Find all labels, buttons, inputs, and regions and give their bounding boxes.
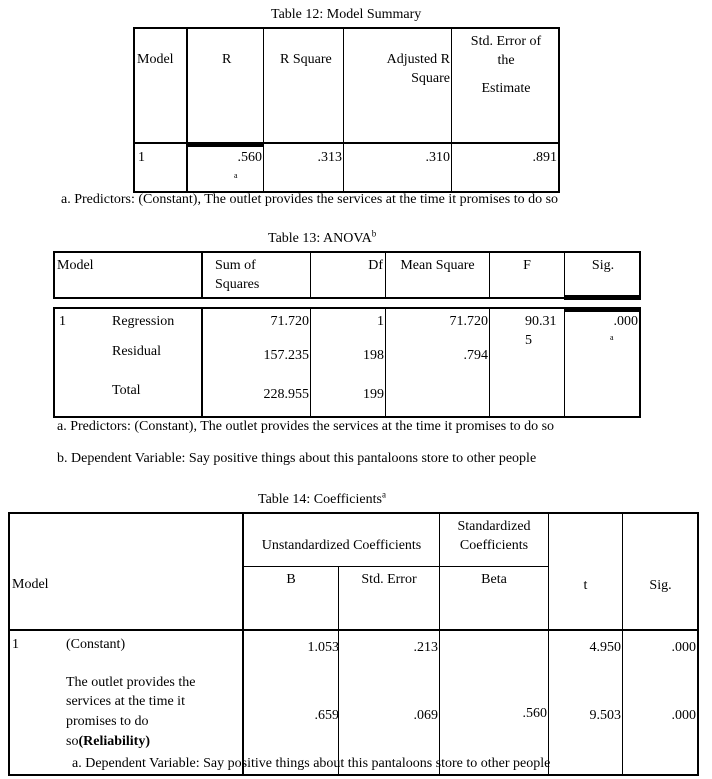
t13-header-sig: Sig.: [591, 258, 615, 273]
t13-footnote-a: a. Predictors: (Constant), The outlet provides the services at the time it promises to do so: [57, 419, 555, 434]
table12-title: Table 12: Model Summary: [271, 7, 422, 22]
t14-predictor-line1: The outlet provides the: [66, 675, 196, 690]
t14-header-model: Model: [12, 577, 49, 592]
t13-ss-total: 228.955: [263, 387, 309, 402]
t12-header-stderr-3: Estimate: [481, 81, 531, 96]
t13-ss-residual: 157.235: [263, 348, 309, 363]
t13-df-residual: 198: [363, 348, 384, 363]
t14-predictor-b: .659: [314, 708, 339, 723]
t12-model-number: 1: [138, 150, 145, 165]
t14-row-label-constant: (Constant): [66, 637, 126, 652]
t14-predictor-stderr: .069: [413, 708, 438, 723]
t12-header-stderr-1: Std. Error of: [470, 34, 542, 49]
t13-row-label-residual: Residual: [112, 344, 161, 359]
t13-df-total: 199: [363, 387, 384, 402]
t14-predictor-sig: .000: [671, 708, 696, 723]
t13-ms-residual: .794: [463, 348, 488, 363]
t14-predictor-line2: services at the time it: [66, 694, 185, 709]
t12-r-value: .560: [237, 150, 262, 165]
t13-header-ss-2: Squares: [215, 277, 260, 292]
t14-header-t: t: [583, 578, 588, 593]
t14-header-beta: Beta: [481, 572, 507, 587]
table14-title: Table 14: Coefficients$^a$: [258, 489, 386, 507]
t12-footnote: a. Predictors: (Constant), The outlet provides the services at the time it promises to do so: [61, 192, 559, 207]
t14-footnote: a. Dependent Variable: Say positive things about this pantaloons store to other people: [72, 756, 551, 771]
t12-header-r: R: [222, 52, 232, 67]
t14-header-sig: Sig.: [649, 578, 672, 593]
t12-adjusted-value: .310: [425, 150, 450, 165]
t13-ms-regression: 71.720: [449, 314, 488, 329]
t14-header-b: B: [286, 572, 296, 587]
t12-header-rsquare: R Square: [280, 52, 332, 67]
t14-constant-t: 4.950: [589, 640, 621, 655]
t13-header-mean-square: Mean Square: [400, 258, 475, 273]
t14-model-number: 1: [12, 637, 19, 652]
t13-model-number: 1: [59, 314, 66, 329]
t14-predictor-line3: promises to do: [66, 714, 149, 729]
t13-f-value-line2: 5: [525, 333, 532, 348]
t13-header-df: Df: [368, 258, 383, 273]
t12-header-stderr-2: the: [497, 53, 515, 68]
t14-predictor-t: 9.503: [589, 708, 621, 723]
t12-stderr-value: .891: [532, 150, 557, 165]
t13-f-value-line1: 90.31: [525, 314, 557, 329]
t13-row-label-regression: Regression: [112, 314, 175, 329]
t12-header-adjusted-1: Adjusted R: [386, 52, 450, 67]
t14-header-unstandardized: Unstandardized Coefficients: [261, 538, 422, 553]
t12-r-footnote-mark: a: [234, 171, 238, 180]
t12-rsquare-value: .313: [317, 150, 342, 165]
t14-constant-b: 1.053: [307, 640, 339, 655]
t14-header-standardized-1: Standardized: [457, 519, 531, 534]
t14-predictor-line4: so(Reliability): [66, 734, 150, 749]
t13-header-ss-1: Sum of: [215, 258, 256, 273]
t14-predictor-beta: .560: [522, 706, 547, 721]
t14-header-standardized-2: Coefficients: [459, 538, 529, 553]
t13-header-f: F: [523, 258, 531, 273]
t14-constant-stderr: .213: [413, 640, 438, 655]
table13-title: Table 13: ANOVA$^b$: [268, 228, 377, 246]
t13-df-regression: 1: [377, 314, 384, 329]
t12-header-adjusted-2: Square: [411, 71, 450, 86]
t12-header-model: Model: [137, 52, 174, 67]
t14-header-stderr: Std. Error: [361, 572, 417, 587]
t13-header-model: Model: [57, 258, 94, 273]
t13-sig-value: .000: [613, 314, 638, 329]
t13-footnote-b: b. Dependent Variable: Say positive things about this pantaloons store to other people: [57, 451, 537, 466]
t14-constant-sig: .000: [671, 640, 696, 655]
t13-row-label-total: Total: [112, 383, 141, 398]
t13-ss-regression: 71.720: [270, 314, 309, 329]
t13-sig-footnote-mark: a: [610, 333, 614, 342]
